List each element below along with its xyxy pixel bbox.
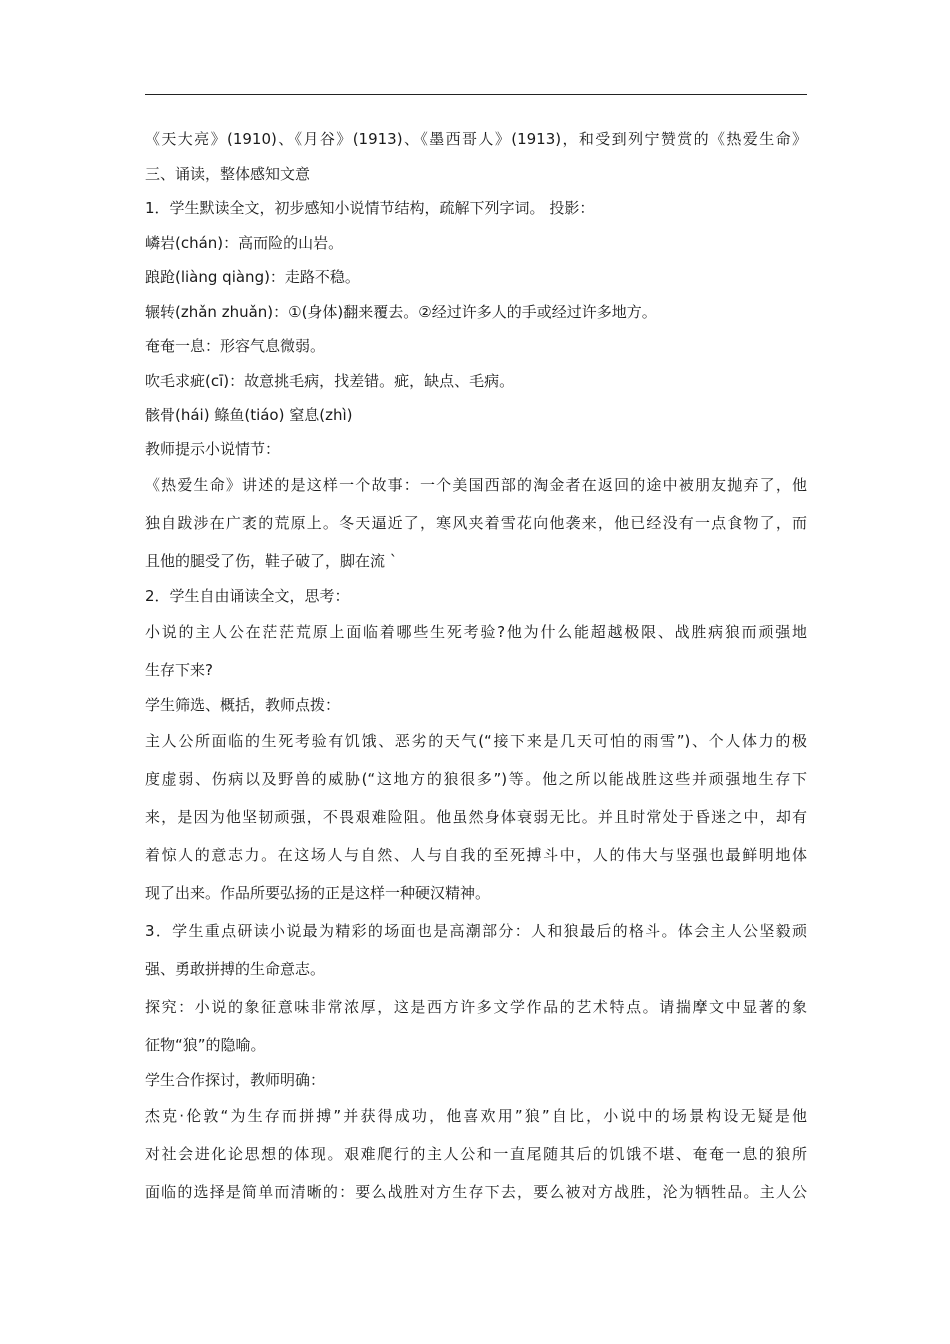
text-line: 生存下来? [145, 660, 213, 679]
text-line: 度虚弱、伤病以及野兽的威胁(“这地方的狼很多”)等。他之所以能战胜这些并顽强地生存下 [145, 769, 807, 788]
text-line: 1．学生默读全文，初步感知小说情节结构，疏解下列字词。 投影： [145, 199, 595, 217]
text-line: 《天大亮》(1910)、《月谷》(1913)、《墨西哥人》(1913)，和受到列宁赞赏的《热爱生命》 [145, 130, 807, 148]
text-line: 主人公所面临的生死考验有饥饿、恶劣的天气(“接下来是几天可怕的雨雪”)、个人体力的极 [145, 731, 807, 750]
text-line: 且他的腿受了伤，鞋子破了，脚在流 ˋ [145, 551, 398, 570]
text-line: 独自跋涉在广袤的荒原上。冬天逼近了，寒风夹着雪花向他袭来，他已经没有一点食物了，而 [145, 513, 807, 532]
text-line: 教师提示小说情节： [145, 439, 281, 458]
text-line: 学生合作探讨，教师明确： [145, 1070, 326, 1089]
vocab-item: 奄奄一息：形容气息微弱。 [145, 337, 326, 355]
text-line: 对社会进化论思想的体现。艰难爬行的主人公和一直尾随其后的饥饿不堪、奄奄一息的狼所 [145, 1144, 807, 1163]
text-line: 来，是因为他坚韧顽强，不畏艰难险阻。他虽然身体衰弱无比。并且时常处于昏迷之中，却有 [145, 807, 807, 826]
vocab-item: 踉跄(liàng qiàng)：走路不稳。 [145, 268, 360, 286]
text-line: 征物“狼”的隐喻。 [145, 1035, 266, 1054]
text-line: 《热爱生命》讲述的是这样一个故事：一个美国西部的淘金者在返回的途中被朋友抛弃了，他 [145, 475, 807, 494]
document-body [145, 122, 807, 1211]
vocab-item: 辗转(zhǎn zhuǎn)：①(身体)翻来覆去。②经过许多人的手或经过许多地方。 [145, 302, 657, 321]
text-line: 小说的主人公在茫茫荒原上面临着哪些生死考验?他为什么能超越极限、战胜病狼而顽强地 [145, 622, 807, 641]
text-line: 着惊人的意志力。在这场人与自然、人与自我的至死搏斗中，人的伟大与坚强也最鲜明地体 [145, 845, 807, 864]
text-line: 面临的选择是简单而清晰的：要么战胜对方生存下去，要么被对方战胜，沦为牺牲品。主人公 [145, 1182, 807, 1201]
text-line: 学生筛选、概括，教师点拨： [145, 695, 341, 714]
text-line: 现了出来。作品所要弘扬的正是这样一种硬汉精神。 [145, 883, 491, 902]
text-line: 2．学生自由诵读全文，思考： [145, 586, 350, 605]
vocab-item: 嶙岩(chán)：高而险的山岩。 [145, 233, 344, 252]
header-rule [145, 94, 807, 95]
section-heading: 三、诵读，整体感知文意 [145, 164, 311, 183]
text-line: 杰克·伦敦“为生存而拼搏”并获得成功，他喜欢用”狼”自比，小说中的场景构设无疑是他 [145, 1106, 807, 1125]
vocab-item: 骸骨(hái) 鲦鱼(tiáo) 窒息(zhì) [145, 406, 353, 424]
text-line: 探究：小说的象征意味非常浓厚，这是西方许多文学作品的艺术特点。请揣摩文中显著的象 [145, 997, 807, 1016]
vocab-item: 吹毛求疵(cī)：故意挑毛病，找差错。疵，缺点、毛病。 [145, 371, 515, 390]
text-line: 3．学生重点研读小说最为精彩的场面也是高潮部分：人和狼最后的格斗。体会主人公坚毅顽 [145, 921, 807, 940]
text-line: 强、勇敢拼搏的生命意志。 [145, 959, 326, 978]
